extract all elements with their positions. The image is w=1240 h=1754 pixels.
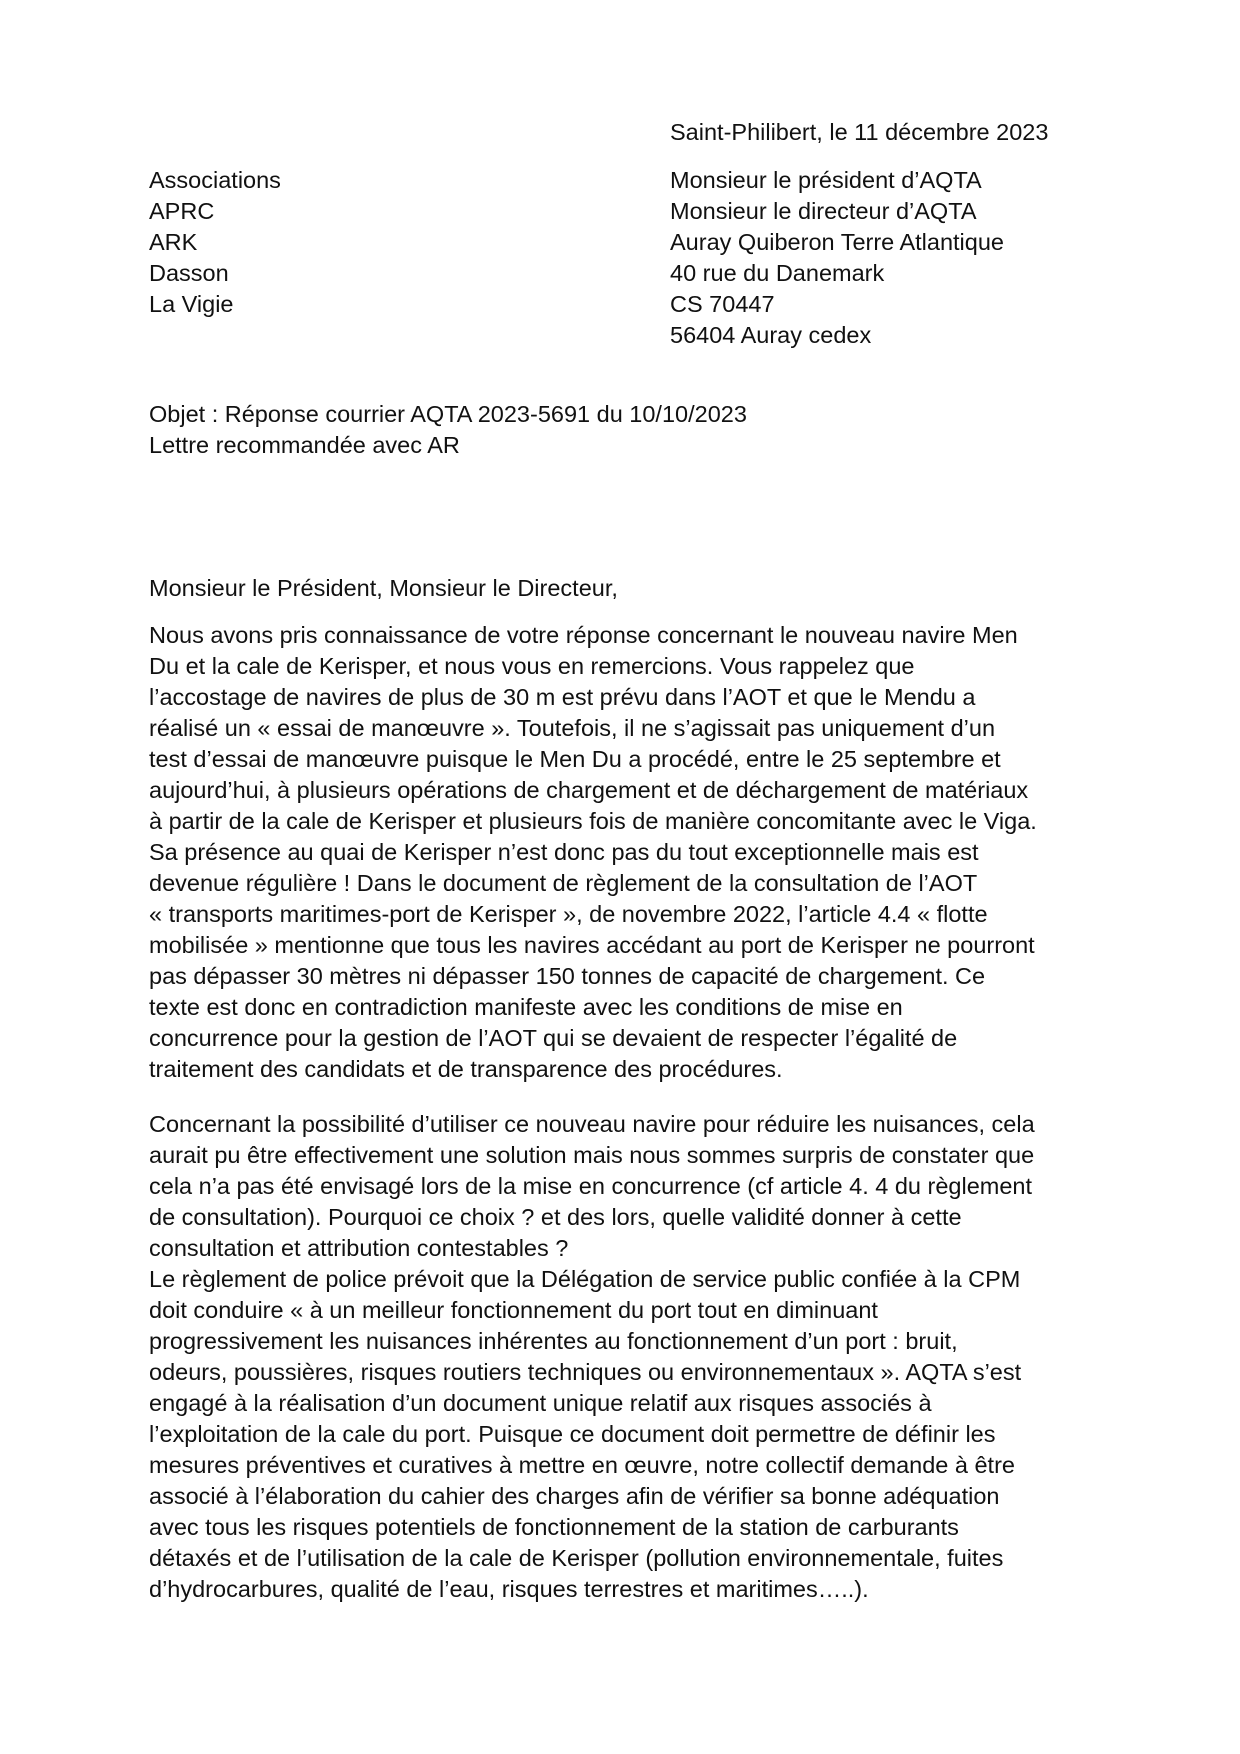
paragraph-line: progressivement les nuisances inhérentes au fonctionnement d’un port : bruit, bbox=[149, 1328, 958, 1354]
recipient-address-block bbox=[670, 165, 1004, 351]
paragraph-line: test d’essai de manœuvre puisque le Men Du a procédé, entre le 25 septembre et bbox=[149, 746, 1001, 772]
paragraph-line: mesures préventives et curatives à mettre en œuvre, notre collectif demande à être bbox=[149, 1452, 1015, 1478]
sender-line: Dasson bbox=[149, 260, 229, 286]
paragraph-line: mobilisée » mentionne que tous les navires accédant au port de Kerisper ne pourront bbox=[149, 932, 1035, 958]
paragraph-line: texte est donc en contradiction manifeste avec les conditions de mise en bbox=[149, 994, 903, 1020]
paragraph-line: pas dépasser 30 mètres ni dépasser 150 tonnes de capacité de chargement. Ce bbox=[149, 963, 986, 989]
paragraph-line: consultation et attribution contestables ? bbox=[149, 1235, 569, 1261]
body-paragraph-1 bbox=[149, 620, 1104, 1085]
paragraph-line: associé à l’élaboration du cahier des charges afin de vérifier sa bonne adéquation bbox=[149, 1483, 1000, 1509]
paragraph-line: concurrence pour la gestion de l’AOT qui se devaient de respecter l’égalité de bbox=[149, 1025, 958, 1051]
paragraph-line: d’hydrocarbures, qualité de l’eau, risques terrestres et maritimes…..). bbox=[149, 1576, 869, 1602]
paragraph-line: aujourd’hui, à plusieurs opérations de chargement et de déchargement de matériaux bbox=[149, 777, 1029, 803]
subject-block bbox=[149, 399, 747, 461]
sender-block bbox=[149, 165, 281, 320]
sender-line: La Vigie bbox=[149, 291, 234, 317]
recipient-line: Auray Quiberon Terre Atlantique bbox=[670, 229, 1004, 255]
paragraph-line: odeurs, poussières, risques routiers techniques ou environnementaux ». AQTA s’est bbox=[149, 1359, 1022, 1385]
recipient-line: 56404 Auray cedex bbox=[670, 322, 872, 348]
paragraph-line: à partir de la cale de Kerisper et plusieurs fois de manière concomitante avec le Viga. bbox=[149, 808, 1037, 834]
recipient-line: CS 70447 bbox=[670, 291, 775, 317]
salutation: Monsieur le Président, Monsieur le Directeur, bbox=[149, 575, 618, 601]
paragraph-line: Nous avons pris connaissance de votre réponse concernant le nouveau navire Men bbox=[149, 622, 1018, 648]
paragraph-line: Concernant la possibilité d’utiliser ce nouveau navire pour réduire les nuisances, cela bbox=[149, 1111, 1035, 1137]
paragraph-line: avec tous les risques potentiels de fonctionnement de la station de carburants bbox=[149, 1514, 959, 1540]
paragraph-line: détaxés et de l’utilisation de la cale de Kerisper (pollution environnementale, fuites bbox=[149, 1545, 1004, 1571]
paragraph-line: Sa présence au quai de Kerisper n’est donc pas du tout exceptionnelle mais est bbox=[149, 839, 979, 865]
recipient-line: 40 rue du Danemark bbox=[670, 260, 885, 286]
paragraph-line: traitement des candidats et de transparence des procédures. bbox=[149, 1056, 783, 1082]
delivery-method-line: Lettre recommandée avec AR bbox=[149, 432, 460, 458]
sender-line: Associations bbox=[149, 167, 281, 193]
recipient-line: Monsieur le directeur d’AQTA bbox=[670, 198, 977, 224]
body-paragraph-3 bbox=[149, 1264, 1104, 1605]
paragraph-line: doit conduire « à un meilleur fonctionnement du port tout en diminuant bbox=[149, 1297, 878, 1323]
sender-line: APRC bbox=[149, 198, 215, 224]
paragraph-line: de consultation). Pourquoi ce choix ? et des lors, quelle validité donner à cette bbox=[149, 1204, 962, 1230]
place-and-date: Saint-Philibert, le 11 décembre 2023 bbox=[670, 119, 1049, 145]
paragraph-line: l’accostage de navires de plus de 30 m est prévu dans l’AOT et que le Mendu a bbox=[149, 684, 976, 710]
paragraph-line: engagé à la réalisation d’un document unique relatif aux risques associés à bbox=[149, 1390, 932, 1416]
paragraph-line: Du et la cale de Kerisper, et nous vous en remercions. Vous rappelez que bbox=[149, 653, 915, 679]
paragraph-line: l’exploitation de la cale du port. Puisque ce document doit permettre de définir les bbox=[149, 1421, 996, 1447]
paragraph-line: réalisé un « essai de manœuvre ». Toutefois, il ne s’agissait pas uniquement d’un bbox=[149, 715, 996, 741]
sender-line: ARK bbox=[149, 229, 198, 255]
subject-line: Objet : Réponse courrier AQTA 2023-5691 du 10/10/2023 bbox=[149, 401, 747, 427]
body-paragraph-2 bbox=[149, 1109, 1104, 1264]
paragraph-line: aurait pu être effectivement une solution mais nous sommes surpris de constater que bbox=[149, 1142, 1035, 1168]
paragraph-line: Le règlement de police prévoit que la Délégation de service public confiée à la CPM bbox=[149, 1266, 1021, 1292]
paragraph-line: cela n’a pas été envisagé lors de la mise en concurrence (cf article 4. 4 du règlement bbox=[149, 1173, 1033, 1199]
recipient-line: Monsieur le président d’AQTA bbox=[670, 167, 982, 193]
paragraph-line: « transports maritimes-port de Kerisper », de novembre 2022, l’article 4.4 « flotte bbox=[149, 901, 988, 927]
paragraph-line: devenue régulière ! Dans le document de règlement de la consultation de l’AOT bbox=[149, 870, 978, 896]
